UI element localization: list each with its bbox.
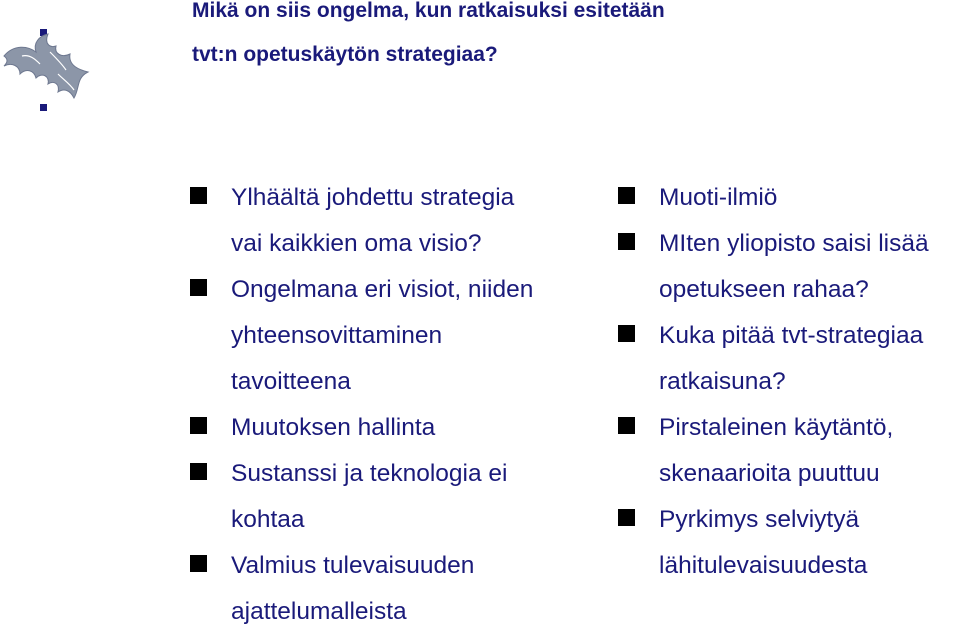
list-item-line: lähitulevaisuudesta — [659, 552, 868, 579]
list-item-line: Pyrkimys selviytyä — [659, 506, 860, 533]
right-bullet-list — [616, 175, 960, 589]
list-item-line: Valmius tulevaisuuden — [231, 552, 475, 579]
list-item-line: Muoti-ilmiö — [659, 184, 778, 211]
list-item — [616, 175, 960, 221]
left-bullet-list — [188, 175, 608, 635]
list-item — [188, 451, 608, 543]
square-bullet-icon — [618, 187, 635, 204]
slide-title-line-1: Mikä on siis ongelma, kun ratkaisuksi esitetään — [192, 0, 665, 22]
list-item — [188, 543, 608, 635]
list-item — [188, 405, 608, 451]
list-item — [616, 405, 960, 497]
square-bullet-icon — [190, 463, 207, 480]
square-bullet-icon — [618, 325, 635, 342]
list-item-line: kohtaa — [231, 506, 305, 533]
list-item-line: tavoitteena — [231, 368, 351, 395]
list-item-line: Pirstaleinen käytäntö, — [659, 414, 894, 441]
square-bullet-icon — [190, 555, 207, 572]
list-item — [616, 313, 960, 405]
list-item-line: ratkaisuna? — [659, 368, 786, 395]
list-item-line: yhteensovittaminen — [231, 322, 443, 349]
list-item — [188, 267, 608, 405]
list-item — [188, 175, 608, 267]
square-bullet-icon — [618, 233, 635, 250]
list-item-line: ajattelumalleista — [231, 598, 407, 625]
square-bullet-icon — [618, 417, 635, 434]
list-item-line: Muutoksen hallinta — [231, 414, 436, 441]
list-item-line: vai kaikkien oma visio? — [231, 230, 482, 257]
list-item-line: MIten yliopisto saisi lisää — [659, 230, 929, 257]
list-item — [616, 497, 960, 589]
slide-title-line-2: tvt:n opetuskäytön strategiaa? — [192, 43, 498, 66]
list-item-line: skenaarioita puuttuu — [659, 460, 880, 487]
list-item — [616, 221, 960, 313]
square-bullet-icon — [190, 417, 207, 434]
flame-logo-icon — [0, 22, 90, 122]
square-bullet-icon — [190, 187, 207, 204]
list-item-line: Sustanssi ja teknologia ei — [231, 460, 508, 487]
list-item-line: Ylhäältä johdettu strategia — [231, 184, 515, 211]
list-item-line: opetukseen rahaa? — [659, 276, 869, 303]
square-bullet-icon — [618, 509, 635, 526]
square-bullet-icon — [190, 279, 207, 296]
list-item-line: Kuka pitää tvt-strategiaa — [659, 322, 924, 349]
list-item-line: Ongelmana eri visiot, niiden — [231, 276, 534, 303]
